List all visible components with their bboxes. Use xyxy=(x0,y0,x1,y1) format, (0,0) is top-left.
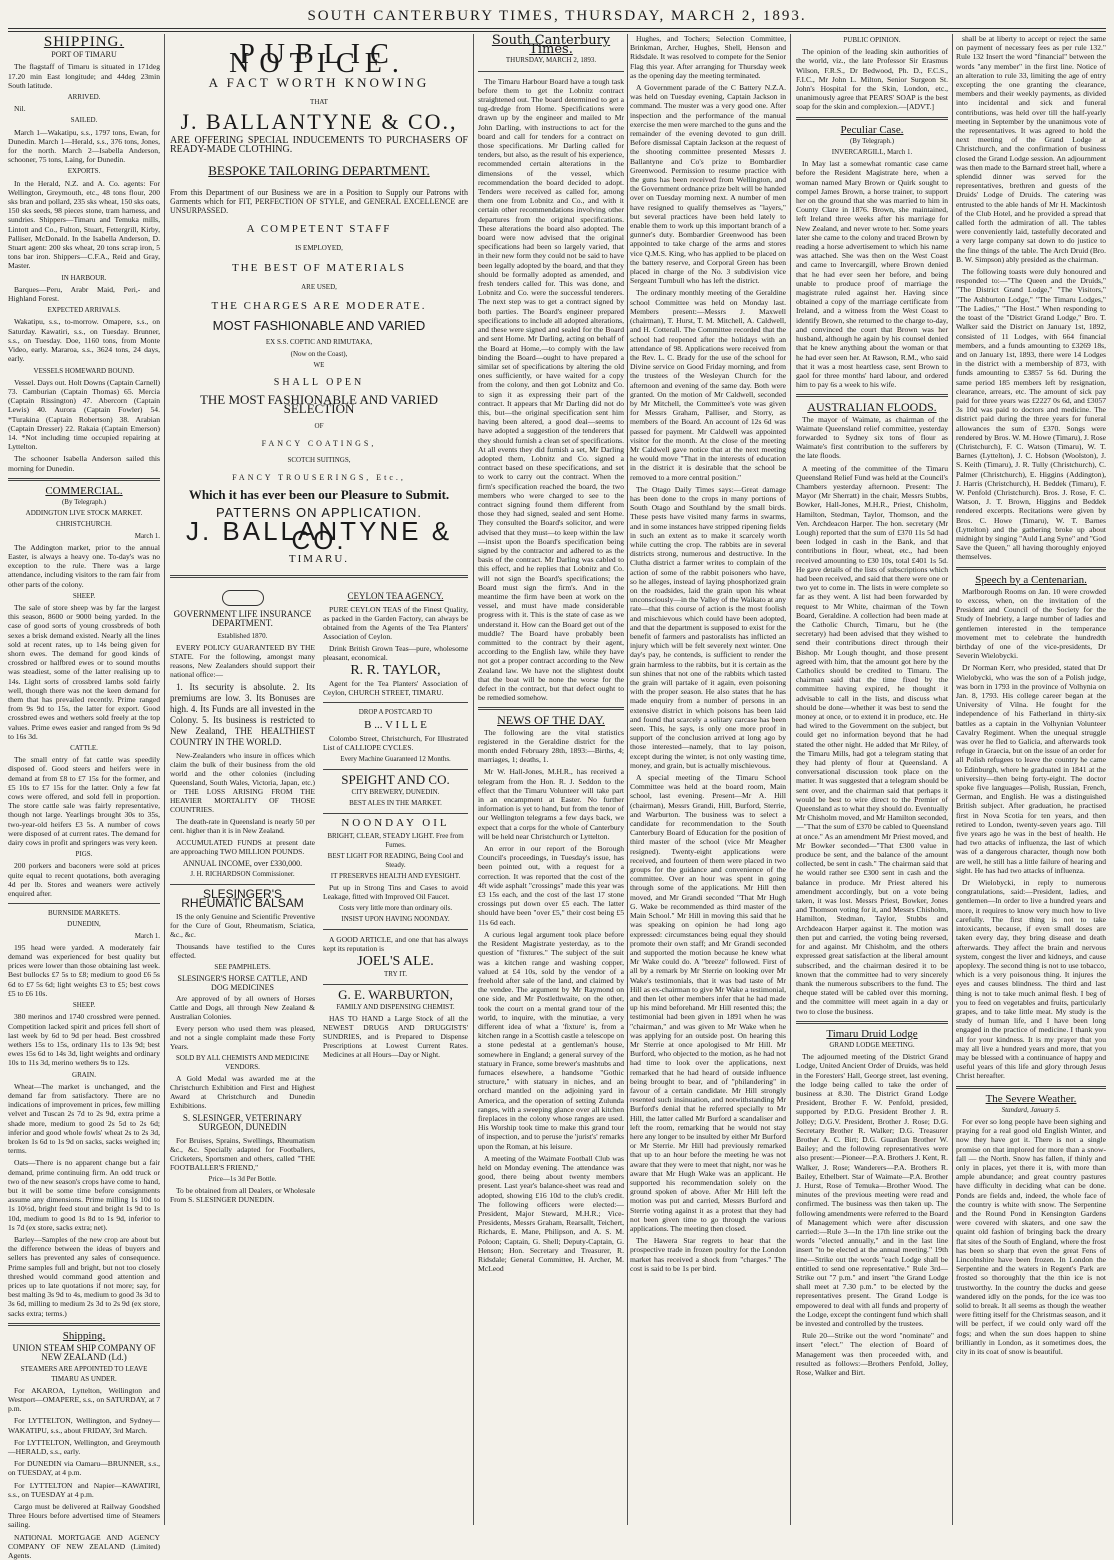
divider xyxy=(8,1323,160,1326)
ad-line: THAT xyxy=(310,97,328,106)
ad-line: BRIGHT, CLEAR, STEADY LIGHT. Free from Fumes. xyxy=(327,831,464,849)
paragraph: The Hawera Star regrets to hear that the prospective trade in frozen poultry for the London market has received a shock from "charges." The cost is said to be 1s per bird. xyxy=(630,1236,786,1273)
union-steam-ship-heading: UNION STEAM SHIP COMPANY OF NEW ZEALAND (Ld.) xyxy=(12,1343,156,1363)
ad-line: Costs very little more than ordinary oils. xyxy=(338,903,453,912)
paragraph: Barley—Samples of the new crop are about but the difference between the ideas of buyers and sellers has prevented any sales of consequence. Prime samples full and bright, but not too closely threshed would command good attention and prices up to late quotations if not more; say, for best malting 3s 9d to 4s, medium to good 3s 3d to 3s 6d, milling to medium 2s 3d to 2s 9d (ex store, sacks extra; terms.) xyxy=(8,1234,160,1318)
subhead: VESSELS HOMEWARD BOUND. xyxy=(33,366,135,375)
ad-paragraph: EVERY POLICY GUARANTEED BY THE STATE. For the following, amongst many reasons, New Zealanders should support their national office:— xyxy=(170,642,315,679)
paragraph: Vessel. Days out. Holt Downs (Captain Carnell) 73. Camburian (Captain Thomas) 65. Mercia (Captain Rissington) 47. Abercorn (Captain Lewis) 40. Aurora (Captain Fowler) 54. *Turakina (Captain Robertson) 38. Arabian (Captain Dresser) 22. Rakaia (Captain Emerson) 14. *Not including time occupied repairing at Lyttelton. xyxy=(8,377,160,452)
ad-paragraph: Colombo Street, Christchurch, For Illustrated List of CALLIOPE CYCLES. xyxy=(323,733,468,752)
divider xyxy=(796,394,948,397)
paragraph: Oats—There is no apparent change but a fair demand, prime continuing firm. An odd truck or two of the new season's crops have come to hand, but it will be some time before consignments assume any dimensions. Prime milling 1s 10d to 1s 10½d, bright feed stout and bright 1s 9d to 1s 10d, medium to good 1s 8d to 1s 9d, inferior to 1s 7d (ex store, sacks extra; net). xyxy=(8,1158,160,1232)
byline: (By Telegraph.) xyxy=(849,136,895,145)
paragraph: A special meeting of the Timaru School Committee was held at the board room, Main school, last evening. Present—Mr A. Hill (chairman), Messrs Grandi, Hill, Burford, Sterrie, and Warburton. The business was to select a candidate for recommendation to the South Canterbury Board of Education for the position of third master of the school (vice Mr Meagher resigned). Twenty-eight applications were received, and fourteen of them were placed in two groups for the guidance and convenience of the committee. Over an hour was spent in going through some of the applications. Mr Hill then moved, and Mr Grandi seconded "That Mr Hugh G. Wake be recommended as third master of the Main School." Mr Hill in moving this said that he was speaking on opinion he had long ago expressed: circumstances being equal they should promote their own staff; and Mr Grandi seconded and supported the motion because he knew what Mr Wake could do. A "breeze" followed. First of all by a remark by Mr Sterrie on looking over Mr Wake's testimonials, that it was bad taste of Mr Hill as ex-chairman to give Mr Wake a testimonial, and then let other members infer that he had made up his mind beforehand. Mr Hill resented this; the testimonial had been given in 1891 when he was "chairman," and was given to Mr Wake when he was applying for an outside post. On hearing this Mr Sterrie at once apologised to Mr Hill. Mr Burford, who objected to the motion, as he had not had time to look over the applications, next remarked that he had heard of outside influence being brought to bear, and of "philandering" in favour of a certain candidate. Mr Hill strongly resented such insinuation, and notwithstanding Mr Burford's denial that he referred specially to Mr Hill, the latter called Mr Burford a scandaliser and left the room, remarking that he would not stay here any longer to be insulted by either Mr Burford or Mr Sterrie. Mr Hill had previously remarked that up to an hour before the meeting he was not aware that they were to meet that night, nor was he aware that Mr Hugh Wake was an applicant. He supported his recommendation solely on the ground spoken of above. After Mr Hill left the motion was put and carried, Messrs Burford and Sterrie voting against it as a protest that they had not been given time to go through the various applications. The meeting then closed. xyxy=(630,773,786,1233)
paragraph: March 1—Wakatipu, s.s., 1797 tons, Ewan, for Dunedin. March 1—Herald, s.s., 376 tons, Jones, for the north. March 2—Isabella Anderson, schooner, 75 tons, Laing, for Dunedin. xyxy=(8,127,160,165)
ad-line: ANNUAL INCOME, over £330,000. xyxy=(182,858,303,868)
ad-paragraph: A Gold Medal was awarded me at the Christchurch Exhibition and First and Highest Award at Christchurch and Dunedin Exhibitions. xyxy=(170,1073,315,1110)
druid-lodge-heading: Timaru Druid Lodge xyxy=(826,1027,918,1040)
subhead: CHRISTCHURCH. xyxy=(56,520,112,529)
ad-paragraph: Drink British Grown Teas—pure, wholesome pleasant, economical. xyxy=(323,643,468,662)
ad-heading: SPEIGHT AND CO. xyxy=(341,771,450,787)
paragraph: The opinion of the leading skin authorities of the world, viz., the late Professor Sir Erasmus Wilson, F.R.S., Dr Bedwood, Ph. D., F.C.S., F.I.C., Mr John L. Milton, Senior Surgeon St. John's Hospital for the Skin, London, etc., unanimously agree that PEARS' SOAP is the best soap for the skin and complexion.—[ADVT.] xyxy=(796,47,948,112)
ad-paragraph: To be obtained from all Dealers, or Wholesale From S. SLESINGER DUNEDIN. xyxy=(170,1185,315,1204)
paragraph: shall be at liberty to accept or reject the same on payment of necessary fees as per rule 132." Rule 132 Insert the word "financial" between the words "any member" in the first line. Notice of an alteration to rule 33, limiting the age of entry excepting the one granting the clearance, members and their weekly payments, as divided into incidental and sick and funeral contributions, was held over till the half-yearly meeting in September by the unanimous vote of the representatives. It was agreed to hold the next meeting of the Grand Lodge at Christchurch, and the confirmation of business closed the Grand Lodge session. An adjournment was then made to the Barnard street hall, where a splendid dinner was served for the representatives, brethren and guests of the Druids' Lodge of Druids. The catering was entrusted to the able hands of Mr H. Mackintosh of the Club Hotel, and he provided a spread that called forth the admiration of all. The tables were conveniently laid, tastefully decorated and a very large company sat down to do justice to the fine things of the table. The Arch Druid (Bro. B. W. Simpson) ably presided as the chairman. xyxy=(956,34,1106,264)
ad-line: SOLD BY ALL CHEMISTS AND MEDICINE VENDORS. xyxy=(175,1053,310,1071)
ad-line: Every Machine Guaranteed 12 Months. xyxy=(340,754,451,763)
paragraph: The small entry of fat cattle was speedily disposed of. Good steers and heifers were in demand at from £8 to £7 15s for the former, and £5 10s to £7 15s for the latter. Only a few fat cows were offered, and sold fell in proportion. The store cattle sale was fairly representative, though not large. Yearlings brought 30s to 35s, two-year-old heifers £3 5s. A number of cows were disposed of at current rates. The demand for dairy cows in profit and springers was very keen. xyxy=(8,755,160,848)
paragraph: The ordinary monthly meeting of the Geraldine school Committee was held on Monday last. Members present:—Messrs J. Maxwell (chairman), T. Hurst, T. M. Mitchell, A. Caldwell, and H. Cotterall. The Committee recorded that the school had reopened after the holidays with an attendance of 98. Applications were received from the Rev. L. C. Brady for the use of the school for Divine service on Good Friday morning, and from the trustees of the Wesleyan Church for the afternoon and evening of the same day. Both were granted. On the motion of Mr Caldwell, seconded by Mr Mitchell, the Committee's vote was given for Messrs Graham, Palliser, and Storry, as members of the Board. An account of 12s 6d was passed for payment. Mr Caldwell was appointed visitor for the month. At the close of the meeting Mr Caldwell gave notice that at the next meeting he would move "That in the interests of education in the district it is desirable that the school be removed to a more central position." xyxy=(630,288,786,482)
shipping-heading: SHIPPING. xyxy=(43,34,125,50)
divider xyxy=(323,984,468,985)
ad-column-left xyxy=(170,588,315,1207)
centenarian-heading: Speech by a Centenarian. xyxy=(975,573,1087,586)
ad-heading: CEYLON TEA AGENCY. xyxy=(347,590,444,601)
column-shipping xyxy=(8,34,160,1560)
ballantyne-name-large: J. BALLANTYNE & CO. xyxy=(185,515,453,556)
ad-heading: JOEL'S ALE. xyxy=(357,953,434,969)
ad-paragraph: Put up in Strong Tins and Cases to avoid Leakage, fitted with Improved Oil Faucet. xyxy=(323,882,468,901)
dateline: March 1. xyxy=(134,931,160,940)
subhead: BURNSIDE MARKETS. xyxy=(48,909,120,918)
column-divider xyxy=(790,34,791,1525)
ad-heading: NOONDAY OIL xyxy=(341,816,450,829)
ad-line: Price—1s 3d Per Bottle. xyxy=(208,1174,277,1183)
divider xyxy=(796,117,948,120)
ad-line: A FACT WORTH KNOWING xyxy=(208,75,430,91)
paragraph: For DUNEDIN via Oamaru—BRUNNER, s.s., on TUESDAY, at 4 p.m. xyxy=(8,1459,160,1478)
paragraph: Mr W. Hall-Jones, M.H.R., has received a telegram from the Hon. R. J. Seddon to the effect that the Timaru Volunteer will take part in an encampment at Easter. No further information is yet to hand, but from the tenor of our Wellington telegrams a few days back, we expect that a corps for the whole of Canterbury will be held near Christchurch or Lyttelton. xyxy=(478,767,624,841)
ad-line: WE xyxy=(313,360,325,369)
paragraph: The following are the vital statistics registered in the Geraldine district for the month ended February 28th, 1893:—Births, 4; marriages, 1; deaths, 1. xyxy=(478,727,624,765)
ad-paragraph: The death-rate in Queensland is nearly 50 per cent. higher than it is in New Zealand. xyxy=(170,816,315,835)
ad-heading: GOVERNMENT LIFE INSURANCE DEPARTMENT. xyxy=(173,608,312,628)
ad-paragraph: For Bruises, Sprains, Swellings, Rheumatism &c., &c. Specially adapted for Footballers, Cricketers, Sportsmen and others, called "THE FOOTBALLER'S FRIEND," xyxy=(170,1135,315,1172)
column-divider xyxy=(473,34,474,1525)
paragraph: Cargo must be delivered at Railway Goodshed Three Hours before advertised time of Steamers sailing. xyxy=(8,1502,160,1530)
ad-line: A COMPETENT STAFF xyxy=(246,223,392,236)
ad-line: ARE USED, xyxy=(301,282,337,291)
column-features xyxy=(956,34,1106,1525)
ad-line: SCOTCH SUITINGS, xyxy=(287,456,351,465)
dateline: THURSDAY, MARCH 2, 1893. xyxy=(505,56,597,65)
ad-line: EX S.S. COPTIC AND RIMUTAKA, xyxy=(265,338,373,347)
masthead-rule xyxy=(8,28,1106,29)
column-divider xyxy=(164,34,165,1525)
paragraph: Wheat—The market is unchanged, and the demand far from satisfactory. There are no indications of improvement in prices, few milling velvet and Tuscan 2s 7d to 2s 9d, extra prime a shade more, medium to good 2s 5d to 2s 6d; inferior and good whole fowls' wheat 2s to 2s 3d, broken 1s 6d to 1s 9d on sacks, sacks weighed in; terms. xyxy=(8,1081,160,1156)
paragraph: A curious legal argument took place before the Resident Magistrate yesterday, as to the question of "fixtures." The subject of the suit was a kitchen range and washing copper, valued at £4 10s, sold by the vendor of a freehold after sale of the land, and claimed by the vendee. The argument by Mr Raymond on one side, and Mr Postlethwaite, on the other, took the court on a mental grand tour of the world, to inquire, with the minutiae, a very different idea of what a 'fixture' is, from a kitchen range in a Scottish castle a telescope on a stone pedestal at a gentleman's house, somewhere in England; a general survey of the statuary in France, some brewer's mashtubs and furnaces elsewhere, a handsome "Gothic structure," with statuary in niches, and an orchard mantled on the adjoining yard in America, and the operation of setting Zulunda ranges, with a sweeping glance over all kitchen fireplaces in the colony whose ranges are used. His Worship took time to make this grand tour of inspection, and to peruse the 'jurist's' remarks upon the Roman, at his leisure. xyxy=(478,929,624,1151)
paragraph: The sale of store sheep was by far the largest this season, 8600 or 9000 being yarded. In the case of good sorts of young crossbreds of both sexes a brisk demand existed. Nearly all the lines sold at recent rates, up to 14s being given for shorn ewes. The demand for good kinds of crossbred or halfbred ewes or to sound mouths was steadiest, some of the latter realising up to 14s. Light sorts of crossbred lambs sold fairly well, though there was not the keen demand for them that has prevailed recently. Prime ranged from 9s 9d to 15s, the latter for export. Good crossbred ewes and wethers sold freely at the top values. Prime ewes easier and ranged from 9s 9d to 16s 3d. xyxy=(8,602,160,741)
divider xyxy=(323,769,468,770)
column-divider xyxy=(627,34,628,1525)
paragraph: A meeting of the committee of the Timaru Queensland Relief Fund was held at the Council's Chambers yesterday afternoon. Present: The Mayor (Mr Sherratt) in the chair, Messrs Stubbs, Bowker, Hall-Jones, M.H.R., Priest, Chisholm, Hamilton, Stedman, Taylor, Thomson, and the Ven. Archdeacon Harper. The hon. secretary (Mr Lough) reported that the sum of £370 11s 5d had been lodged in cash in the Bank, and that contributions in flour, wheat, etc., had been received amounting to £30 10s, total £401 1s 5d. He gave details of the lists of subscriptions which had been received, and said that there were one or two yet to come in. The lists in were complete so far as they went. A list had been forwarded by request to Mr White, chairman of the Town Board, Geraldine. A collection had been made at the Catholic Church, Timaru, but he (the secretary) had been advised that they wished to send their contributions direct through their Bishop. Mr Lough thought, and those present agreed with him, that the amount got here by the Catholics should be credited to Timaru. The chairman said that the time fixed by the committee having expired, he thought it advisable to call in the lists, and discuss what should be done—whether it was best to send the money at once, or to extend it in produce, etc. He had wired to the Government on the subject, but could get no information beyond that he had stated the other night. He added that Mr Riley, of the Timaru Mills, had got a telegram stating that they had plenty of flour at Queensland. A conversational discussion took place on the matter. It was suggested that a telegram should be sent over, and the chairman said that perhaps it would be best to wire direct to the Premier of Queensland as to what they should do. Eventually Mr Chisholm moved, and Mr Hamilton seconded,—"That the sum of £370 be cabled to Queensland at once." As an amendment Mr Priest moved, and Mr Bowker seconded—"That £300 value in produce be sent, and the balance of the amount collected, be sent in cash." The chairman said that he would rather see £300 sent in cash and the balance in produce. Mr Priest altered his amendment accordingly, but on a vote being taken, it was lost. Messrs Priest, Bowker, Jones and Thomson voting for it, and Messrs Chisholm, Hamilton, Stedman, Taylor, Stubbs and Archdeacon Harper against it. The motion was then put and carried, the voting being reversed, for and against. Mr Chisholm, and the others expressed great satisfaction at the liberal amount subscribed, and the chairman desired it to be known that the committee had to very sincerely thank the numerous subscribers to the fund. The cheque stated will be cabled over this morning, and the committee will meet again in a day or two to close the business. xyxy=(796,463,948,1016)
divider xyxy=(170,575,468,578)
paragraph: The flagstaff of Timaru is situated in 171deg 17.20 min East longitude; and 44deg 23min South latitude. xyxy=(8,62,160,90)
paragraph: Hughes, and Tochers; Selection Committee, Brinkman, Archer, Hughes, Shell, Henson and Ridsdale. It was resolved to compete for the Senior Flag this year. After arranging for Thursday week as the opening day the meeting terminated. xyxy=(630,34,786,80)
paragraph: In the Herald, N.Z. and A. Co. agents: For Wellington, Greymouth, etc., 48 tons flour, 200 sks bran and pollard, 235 sks wheat, 150 sks oats, 150 sks seeds, 98 pieces stone, tram harness, and sundries. Shippers—Timaru and Temuka mills, Lintott and Co., Fulton, Stuart, Fettergrill, Kirby, Palliser, McDonald. In the Isabella Anderson, D. Stuart agent: 200 sks wheat, 20 tons scrap iron, 5 tons bar iron. Shippers—C.F.A., Reid and Gray, Master. xyxy=(8,178,160,271)
ad-paragraph: HAS TO HAND a Large Stock of all the NEWEST DRUGS AND DRUGGISTS' SUNDRIES, and is Prepared to Dispense Prescriptions at Lowest Current Rates. Medicines at all Hours—Day or Night. xyxy=(323,1013,468,1059)
public-notice-title: PUBLIC NOTICE. xyxy=(229,39,409,80)
paragraph: 195 head were yarded. A moderately fair demand was experienced for best quality but prices were lower than those obtaining last week. Best bullocks £7 5s to £8; medium to good £6 5s 6d to £7 5s 6d; light weights £3 to £5; best cows £5 to £6 10s. xyxy=(8,942,160,998)
column-divider xyxy=(952,34,953,1525)
ad-line: TIMARU. xyxy=(288,553,350,566)
paragraph: NATIONAL MORTGAGE AND AGENCY COMPANY OF NEW ZEALAND (Limited) Agents. xyxy=(8,1532,160,1560)
subhead: SAILED. xyxy=(70,116,98,125)
ad-paragraph: From this Department of our Business we are in a Position to Supply our Patrons with Garments which for FIT, PERFECTION OF STYLE, and GENERAL EXCELLENCE are UNSURPASSED. xyxy=(170,187,468,216)
subhead: ARRIVED. xyxy=(67,93,101,102)
paragraph: 380 merinos and 1740 crossbred were penned. Competition lacked spirit and prices fell short of last week by 6d to 9d per head. Best crossbred wethers 15s to 15s, ordinary 11s to 13s 9d; best ewes 15s 6d to 14s 3d, light weights and ordinary 10s to 11s 3d, merino wethers 9s to 12s. xyxy=(8,1012,160,1068)
subhead: CATTLE. xyxy=(70,744,98,753)
paragraph: A Government parade of the C Battery N.Z.A. was held on Tuesday evening, Captain Jackson in command. The muster was a very good one. After inspection and the performance of the manual exercise the men were marched to the guns and the remainder of the evening devoted to gun drill. Before dismissal Captain Jackson at the request of the shooting committee presented Messrs J. Ballantyne and Co's prize to Bombardier Greenwood. Permission to resume practice with the guns has been received from Wellington, and the Government ordnance prize belt will be handed over on Tuesday morning next. A number of men have resigned to qualify themselves as "layers," but several practices have been held lately to enable them to work up this important branch of a gunner's duty. Bombardier Greenwood has been appointed to take charge of the arms and stores vice Q.M.S. King, who has applied to be placed on the battery reserve, and Corporal Green has been placed in charge of the No. 3 subdivision vice Sergeant Turnbull who has left the district. xyxy=(630,83,786,286)
divider xyxy=(478,707,624,710)
masthead: SOUTH CANTERBURY TIMES, THURSDAY, MARCH 2, 1893. xyxy=(307,8,807,24)
ad-paragraph: 1. Its security is absolute. 2. Its premiums are low. 3. Its Bonuses are high. 4. Its Funds are all invested in the Colony. 5. Its business is restricted to New Zealand, THE HEALTHIEST COUNTRY IN THE WORLD. xyxy=(170,681,315,747)
paragraph: The Addington market, prior to the annual Easter, is always a heavy one. To-day's was no exception to the rule. There was a large attendance, including visitors to the ram fair from other parts of the colony. xyxy=(8,542,160,589)
ad-line: IT PRESERVES HEALTH AND EYESIGHT. xyxy=(330,871,461,880)
ad-paragraph: Every person who used them was pleased, and not a single complaint made these Forty Years. xyxy=(170,1023,315,1051)
dateline: March 1. xyxy=(134,531,160,540)
paragraph: Barques—Peru, Arabr Maid, Peri,- and Highland Forest. xyxy=(8,284,160,304)
divider xyxy=(323,813,468,814)
divider xyxy=(8,478,160,481)
bespoke-heading: BESPOKE TAILORING DEPARTMENT. xyxy=(208,163,430,179)
paragraph: For LYTTELTON and Napier—KAWATIRI, s.s., on TUESDAY at 4 p.m. xyxy=(8,1480,160,1499)
paragraph: The Otago Daily Times says:—Great damage has been done to the crops in many portions of South Otago and Southland by the small birds. These pests have visited many farms in swarms, and in some instances have stripped ripening fields in such an extent as to make it scarcely worth while cutting the crop. The rabbits are in several districts strong, numerous and destructive. In the Clutha district a farmer writes to complain of the action of some of the rabbit poisoners who have, so he alleges, instead of laying phosphorized grain on the roadsides, laid the grain upon his wheat unconsciously—in the Valley of the Waikato at any rate—that this course of action is the most foolish and mischievous which could have been adopted, and that the department is supposed to exist for the benefit of farmers and pastoralists has inflicted an injury which will be felt severely next winter. One day's pay, he contends, is sufficient to render the grain harmless to the rabbits, but it is certain as the sun shines that not one of the rabbits which tasted the grain will partake of it again, even poisoning with the proper season. He also states that he has made enquiry from a number of persons in an extensive district in which poisons has been laid and found that scarcely a solitary carcase has been seen. This, he says, is only one more proof in support of the conclusion arrived at long ago by those interested—namely, that to lay poison, except during the winter, is not only wasting time, money, and grain, but is actually mischievous. xyxy=(630,484,786,770)
column-advertisements xyxy=(170,34,468,1525)
ad-line: THE MOST FASHIONABLE AND VARIED SELECTION xyxy=(199,392,439,417)
paragraph: For ever so long people have been sighing and praying for a real good old English Winter, and now they have got it. There is not a single promise on that implored for more than a snow-fall — the North. Snow has fallen, if thinly and only in places, yet there it is, with more than ample abundance; and great country pastures have difficulty in deciding what can be done. Ponds are fields and, indeed, the whole face of the country is white with snow. The Serpentine and the Round Pond in Kensington Gardens were covered with skaters, and one saw the quaint old fashion of bringing back the dreary flat sites of the South of England, where the frost has been so sharp that even the great Fens of Lincolnshire have been frozen. In London the Serpentine and the waters in Regent's Park are frosted so thoroughly that the thin ice is not trustworthy. In the country the ducks and geese wandered idly on the ponds, for the ice was too solid to break. It all seems as though the weather were fitting itself for the Christmas season, and it will be perfect, if we could only ward off the fogs; and when the sun does happen to shine brilliantly in London, as it sometimes does, the city in its coat of snow is beautiful. xyxy=(956,1116,1106,1357)
ad-line: BEST ALES IN THE MARKET. xyxy=(349,798,442,807)
paragraph: Dr Wielobycki, in reply to numerous congratulations, said:—President, ladies, and gentlemen—In order to live a hundred years and more, it requires to know very much how to live carefully. The first thing is not to take intoxicants, because, if even small doses are taken every day, they bring disease and death afterwards. They affect the brain and nervous system, congest the liver and kidneys, and cause apoplexy. The second thing is not to use tobacco, which is a very poisonous thing. It injures the eyes and causes blindness. The third and last thing is not to take much animal flesh. I beg of you to feed on vegetables and fruits, particularly grapes, and to take little meat. My study is the study of human life, and I have been long engaged in the practice of medicine. I thank you all for your kindness. It is my prayer that you may all live a hundred years and more, that you may be blessed with a continuance of happy and useful years of this life and glory through Jesus Christ hereafter. xyxy=(956,878,1106,1081)
paragraph: Nil. xyxy=(14,104,26,114)
paragraph: In May last a somewhat romantic case came before the Resident Magistrate here, when a woman named Mary Brown or Quirk sought to compel James Brown, a horse trainer, to support her on the ground that she was married to him in County Clare in 1876. Brown, she maintained, left Ireland three weeks after his marriage for New Zealand, and never wrote to her. Some years later she came to the colony and traced Brown by reading a horse advertisement to which his name was attached. She was then on the West Coast and came to Invercargill, where Brown denied that he had ever seen her before, and being unable to produce proof of marriage the magistrate ruled against her. Having since obtained a copy of the marriage certificate from Ireland, and a witness from the West Coast to identify Brown, she returned to the charge to-day, and convinced the court that Brown was her husband, although he again by his counsel denied that he knew anything about the woman or that he had ever seen her. At Rawson, R.M., who said that it was a most heartless case, sent Brown to gaol for three months' hard labour, and ordered him to pay 6s a week to his wife. xyxy=(796,159,948,390)
divider xyxy=(956,567,1106,570)
paragraph: The adjourned meeting of the District Grand Lodge, United Ancient Order of Druids, was held in the Foresters' Hall, George street, last evening, the lodge being called to take the order of business at 8.30. The District Grand Lodge President, Brother F. W. Penfold, presided, supported by P.D.G. President Brother J. R. Jolley; D.G.V. President, Brother J. Rose; D.G. Secretary Brother R. Walker; D.G. Treasurer Brother A. C. Birt; D.G. Guardian Brother W. Bailey; and the following representatives were also present:—Pioneer—P.A. Brothers J. Kent, R. Walker, J. Rose; Wanderers—P.A. Brothers R. Bailey, Ethelbert. Star of Waimate—P.A. Brother J. Hurst, Rose of Temuka—Brother Wood. The minutes of the previous meeting were read and confirmed. The business was then taken up. The following amendments were referred to the Board of Management which were after discussion carried:—Rule 3—In the 17th line strike out the words "elected annually," and in the last line insert "to be elected at the annual meeting." 19th line—Strike out the words "each Lodge shall be entitled to send one representative." Rule 3rd—Strike out "7 p.m." and insert "the Grand Lodge shall meet at 7.30 p.m." to be elected by the representatives present. The Grand Lodge is empowered to deal with all funds and property of the Lodge, except the contingent fund which shall be invested and controlled by the trustees. xyxy=(796,1052,948,1329)
ad-heading: G. E. WARBURTON, xyxy=(338,986,453,1002)
paper-title: South Canterbury Times. xyxy=(491,33,611,58)
ad-column-right xyxy=(323,588,468,1207)
ad-paragraph: PURE CEYLON TEAS of the Finest Quality, as packed in the Garden Factory, can always be obtained from the Agents of the Tea Planters' Association of Ceylon. xyxy=(323,604,468,641)
subhead: STEAMERS ARE APPOINTED TO LEAVE TIMARU AS UNDER. xyxy=(20,1365,148,1383)
ad-paragraph: Thousands have testified to the Cures effected. xyxy=(170,941,315,960)
ad-line: FANCY COATINGS, xyxy=(261,438,377,448)
masthead-rule-2 xyxy=(8,31,1106,32)
ad-heading: B ... V I L L E xyxy=(364,718,427,731)
ad-line: OF xyxy=(314,421,324,430)
ad-line: SLESINGER'S HORSE CATTLE, AND DOG MEDICINES xyxy=(177,973,308,992)
paragraph: The following toasts were duly honoured and responded to:—"The Queen and the Druids," "The District Grand Lodge," "The Visitors," "The Ashburton Lodge," "The Timaru Lodges," "The Ladies," "The Host." When responding to the toast of the "District Grand Lodge," Bro. T. Walker said the District on January 1st, 1892, consisted of 11 Lodges, with 664 financial members, and a funds amounting to £3269 18s, and on January 1st, 1893, there were 14 Lodges in the district with a membership of 873, with funds amounting to £3857 5s 6d. During the same period 185 members left by resignation, clearance, arrears, etc. The amount of sick pay paid for three years was £2227 0s 6d, and £3057 3s 10d was paid to doctors and medicine. The district paid during the three years for funeral allowances the sum of £370. Songs were rendered by Bros. W. M. Howe (Timaru), J. Rose (Christchurch), F. C. Watson (Timaru), W. T. Barnes (Lyttelton), J. C. Hobson (Woolston), J. S. Keith (Timaru), J. R. Tully (Christchurch), C. Palmer (Christchurch), E. Higgins (Addington), J. Harris (Christchurch), H. Beddek (Timaru), F. W. Penfold (Christchurch). Bros. J. Rose, F. C. Watson, J. T. Brown, Higgins and Beddek rendered excerpts. Recitations were given by Bros. C. Howe (Timaru), W. T. Barnes (Lyttelton) and the gathering broke up about midnight by singing "Auld Lang Syne" and "God Save the Queen," all having thoroughly enjoyed themselves. xyxy=(956,267,1106,562)
subhead: SHEEP. xyxy=(72,1001,96,1010)
ad-line: THE BEST OF MATERIALS xyxy=(231,261,407,274)
divider xyxy=(323,929,468,930)
ad-paragraph: A GOOD ARTICLE, and one that has always kept its reputation is xyxy=(323,934,468,953)
byline: (By Telegraph.) xyxy=(61,497,107,506)
ad-paragraph: Agent for the Tea Planters' Association of Ceylon, CHURCH STREET, TIMARU. xyxy=(323,678,468,697)
subhead: SHEEP. xyxy=(72,591,96,600)
subhead: ADDINGTON LIVE STOCK MARKET. xyxy=(25,509,143,518)
ad-paragraph: ARE OFFERING SPECIAL INDUCEMENTS TO PURCHASERS OF READY-MADE CLOTHING. xyxy=(170,135,468,156)
ad-heading: SLESINGER'S RHEUMATIC BALSAM xyxy=(181,886,304,910)
subhead: PIGS. xyxy=(75,850,93,859)
subhead: GRAIN. xyxy=(72,1070,96,1079)
australian-floods-heading: AUSTRALIAN FLOODS. xyxy=(807,400,937,415)
paragraph: For LYTTELTON, Wellington, and Greymouth—HERALD, s.s., early. xyxy=(8,1437,160,1457)
divider xyxy=(8,903,160,904)
ad-line: IS EMPLOYED, xyxy=(295,244,343,253)
ad-line: SHALL OPEN xyxy=(273,377,365,389)
subhead: EXPORTS. xyxy=(67,167,101,176)
shipping-ads-heading: Shipping. xyxy=(62,1329,106,1342)
ad-line: DROP A POSTCARD TO xyxy=(358,707,433,716)
subhead: DUNEDIN, xyxy=(67,920,101,929)
divider xyxy=(796,1021,948,1024)
ad-heading: S. SLESINGER, VETERINARY SURGEON, DUNEDIN xyxy=(182,1112,303,1132)
ballantyne-name: J. BALLANTYNE & CO., xyxy=(180,108,458,134)
ad-line: SEE PAMPHLETS. xyxy=(214,962,271,971)
ad-paragraph: Are approved of by all owners of Horses Cattle and Dogs, all through New Zealand & Australian Colonies. xyxy=(170,993,315,1021)
dateline: INVERCARGILL, March 1. xyxy=(831,148,913,157)
ad-paragraph: ACCUMULATED FUNDS at present date are approaching TWO MILLION POUNDS. xyxy=(170,837,315,856)
column-news xyxy=(630,34,786,1525)
ad-line: Which it has ever been our Pleasure to Submit. xyxy=(188,487,450,503)
ad-line: TRY IT. xyxy=(384,969,407,978)
peculiar-case-heading: Peculiar Case. xyxy=(840,123,904,136)
ad-line: BEST LIGHT FOR READING, Being Cool and Steady. xyxy=(327,851,464,869)
ad-line: Established 1870. xyxy=(217,631,268,640)
ad-line: J. H. RICHARDSON Commissioner. xyxy=(190,869,295,878)
paragraph: Rule 20—Strike out the word "nominate" and insert "elect." The election of Board of Management was then proceeded with, and resulted as follows:—Brothers Penfold, Jolley, Rose, Walker and Birt. xyxy=(796,1331,948,1378)
ad-heading: R. R. TAYLOR, xyxy=(350,662,441,678)
paragraph: Wakatipu, s.s., to-morrow. Omapere, s.s., on Saturday. Kawatiri, s.s., on Tuesday. Brunner, s.s., on Tuesday. Doe, 1160 tons, from Monte Video, early. Mararoa, s.s., 3624 tons, 24 days, early. xyxy=(8,317,160,364)
paragraph: The schooner Isabella Anderson sailed this morning for Dunedin. xyxy=(8,454,160,473)
paragraph: A meeting of the Waimate Football Club was held on Monday evening. The attendance was good, there being about twenty members present. Last year's balance-sheet was read and adopted, showing £16 10d to the club's credit. The following officers were elected:—President, Major Steward, M.H.R.; Vice-Presidents, Messrs Graham, Rearsallt, Teichert, Richards, E. Mane, Philipson, and A. S. M. Poloon; Captain, G. Shell; Deputy-Captain, G. Henson; Hon. Secretary and Treasurer, R. Ridsdale; General Committee, H. Archer, M. McLeod xyxy=(478,1153,624,1274)
divider xyxy=(478,71,624,72)
subhead: GRAND LODGE MEETING. xyxy=(829,1040,915,1049)
subhead: EXPECTED ARRIVALS. xyxy=(47,306,121,315)
paragraph: An error in our report of the Borough Council's proceedings, in Tuesday's issue, has been pointed out, with a request for a correction. It was reported that the cost of the 4ft wide asphalt "crossings" made this year was £3 15s each, and the cost of the last 17 stone crossings put down over £5 each. The latter should have been "over £5," their cost being £5 11s 6d each. xyxy=(478,844,624,927)
divider xyxy=(323,702,468,703)
subhead: IN HARBOUR. xyxy=(61,273,107,282)
dateline: Standard, January 5. xyxy=(1001,1105,1061,1114)
divider xyxy=(170,884,315,885)
divider xyxy=(956,1086,1106,1089)
column-telegrams xyxy=(796,34,948,1525)
ad-line: MOST FASHIONABLE AND VARIED xyxy=(212,318,426,334)
subhead: PUBLIC OPINION. xyxy=(843,36,901,44)
paragraph: For LYTTELTON, Wellington, and Sydney—WAKATIPU, s.s., about FRIDAY, 3rd March. xyxy=(8,1416,160,1435)
ad-grid xyxy=(170,588,468,1207)
paragraph: Dr Norman Kerr, who presided, stated that Dr Wielobycki, who was the son of a Polish judge, was born in 1793 in the province of Volhynia on Jan. 8, 1793. His college career began at the University of Vilna. He fought for the independence of his Fatherland in thirty-six battles as a captain in the Volhynian Volunteer Cavalry Regiment. When the unequal struggle was over he fled to Galicia, and afterwards took refuge in Graecia, but on the issue of an order for all Polish refugees to leave the country he came to Edinburgh, where he graduated in 1841 at the university—then being forty-eight. The doctor spoke five languages—Polish, Russian, French, German, and English. He was a distinguished British subject. After graduation, he practised first in Nova Scotia for ten years, and then retired to London, twenty-seven years ago. Till five years ago he was in the best of health. He had two attacks of influenza, the last of which was of a dangerous character, though now both are well, he still has a little failure of hearing and sight. He has had two attacks of influenza. xyxy=(956,663,1106,875)
paragraph: Marlborough Rooms on Jan. 10 were crowded to excess, when, on the invitation of the President and Council of the Society for the Study of Inebriety, a large number of ladies and gentlemen interested in the temperance movement met to celebrate the hundredth birthday of one of the vice-presidents, Dr Severin Wielobycki. xyxy=(956,586,1106,661)
severe-weather-heading: The Severe Weather. xyxy=(985,1092,1077,1105)
ad-paragraph: IS the only Genuine and Scientific Preventive for the Cure of Gout, Rheumatism, Sciatica, &c., &c. xyxy=(170,911,315,939)
paragraph: For AKAROA, Lyttelton, Wellington and Westport—OMAPERE, s.s., on SATURDAY, at 7 p.m. xyxy=(8,1385,160,1414)
news-heading: NEWS OF THE DAY. xyxy=(497,713,605,728)
paragraph: The mayor of Waimate, as chairman of the Waimate Queensland relief committee, yesterday forwarded to Sydney six tons of flour as Waimate's first contribution to the sufferers by the late floods. xyxy=(796,414,948,461)
ad-line: CITY BREWERY, DUNEDIN. xyxy=(351,787,440,796)
ad-line: (Now on the Coast), xyxy=(290,349,348,358)
commercial-heading: COMMERCIAL. xyxy=(45,484,123,497)
column-editorial xyxy=(478,34,624,1525)
ad-line: PATTERNS ON APPLICATION. xyxy=(215,504,423,520)
ad-paragraph: New-Zealanders who insure in offices which claim the bulk of their business from the old world and the other colonies (including Queensland, South Wales, Victoria, Japan, etc.) or THE LOSS ARISING FROM THE HEAVIER MORTALITY OF THOSE COUNTRIES. xyxy=(170,750,315,814)
ad-line: INSIST UPON HAVING NOONDAY. xyxy=(341,914,450,923)
crest-icon xyxy=(222,590,264,606)
paragraph: The Timaru Harbour Board have a tough task before them to get the Lobnitz contract straightened out. The board determined to get a tug-dredge from Home. Specifications were drawn up by the engineer and mailed to Mr John Darling, with instructions to act for the board and call for tenders for a contract on those specifications. Mr Darling called for tenders, but also, as the result of his experience, recommended certain alterations in the dimensions of the vessel, which recommendation the board decided to adopt. Tenders were received as called for, among them one from Lobnitz and Co., and with it certain other recommendations involving other departures from the original specifications. These alterations the board also adopted. The board were now advised that the original specifications had been so largely varied, that in their new form they could not be said to have been legally adopted by the board, and that they should be formally adopted as amended, and fresh tenders called for. This was done, and Lobnitz and Co. were the successful tenderers. The next step was to get a contract signed by both parties. The Board's engineer prepared specifications to include all adopted alterations, and these were signed and sealed for the Board and sent Home. Mr Darling, acting on behalf of the Board at Home,—to comply with the law binding the Board—ought to have prepared a similar set of specifications by altering the old ones sufficiently, or have waited for a copy from the colony, and then got Lobnitz and Co. to sign it as expressing their part of the contract. It appears that Mr Darling did not do this, but—the original specification sent him having been altered, a good deal—seems to have adopted a suggestion of the tenderers that they should furnish a clean set of specifications. At all events they did furnish a set, Mr Darling adopted them, Lobnitz and Co. signed a contract based on these specifications, and set to work to carry out the contract. When the firm's specification reached the board, the two members who were charged to see to the contract signing found them different from those they had signed, sealed and sent Home. They consulted the Board's solicitor, and were advised that they must—to keep within the law—insist upon the Board's specification being signed by the contractor and adhered to as the basis of the contract. Mr Darling was cabled to this effect, and he replies that Lobnitz and Co. will not sign the Board's specifications; the Board must sign the firm's. And in the meantime the firm have been at work on the vessel, and must have made considerable progress with it. This is the state of case as we understand it. How can the Board get out of the muddle? The Board have probably been committed to the contract by their agent, according to the English law, while they have not got a proper contract according to the New Zealand law. We have not the slightest doubt that the boat will be none the worse for the defect in the contract, but that defect ought to be remedied somehow. xyxy=(478,76,624,703)
paragraph: 200 porkers and baconers were sold at prices quite equal to recent quotations, both averaging 4d per lb. Stores and weaners were actively enquired after. xyxy=(8,861,160,899)
ad-line: THE CHARGES ARE MODERATE. xyxy=(211,300,427,313)
port-heading: PORT OF TIMARU xyxy=(51,50,117,60)
ad-line: FAMILY AND DISPENSING CHEMIST. xyxy=(336,1002,455,1011)
ad-line: FANCY TROUSERINGS, Etc., xyxy=(232,473,406,483)
